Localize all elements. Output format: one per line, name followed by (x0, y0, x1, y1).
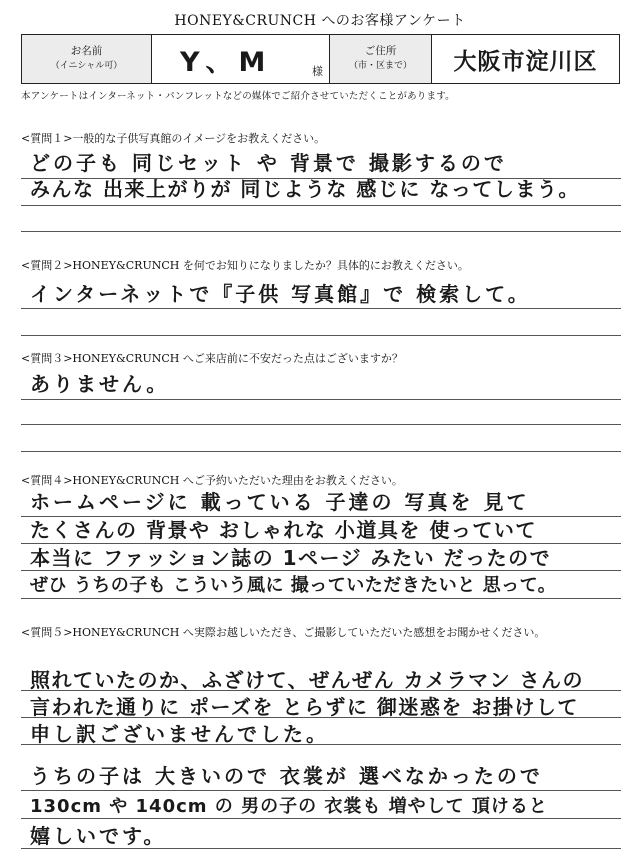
answer-rule (21, 543, 621, 544)
answer-line: たくさんの 背景や おしゃれな 小道具を 使っていて (30, 518, 537, 542)
answer-rule (21, 717, 621, 718)
answer-rule (21, 451, 621, 452)
answer-rule (21, 570, 621, 571)
answer-rule (21, 848, 621, 849)
answer-line: どの子も 同じセット や 背景で 撮影するので (30, 151, 507, 175)
question-3-label: <質問３>HONEY&CRUNCH へご来店前に不安だった点はございますか？ (21, 352, 403, 365)
name-value-cell (152, 35, 330, 84)
answer-line: 申し訳ございませんでした。 (30, 722, 329, 746)
answer-line: ぜひ うちの子も こういう風に 撮っていただきたいと 思って。 (30, 575, 557, 596)
address-label-cell (330, 35, 432, 84)
answer-line: 130cm や 140cm の 男の子の 衣裳も 増やして 頂けると (30, 796, 548, 817)
answer-rule (21, 690, 621, 691)
publication-notice: 本アンケートはインターネット・パンフレットなどの媒体でご紹介させていただくことがあります。 (21, 91, 455, 102)
name-sublabel: （イニシャル可） (50, 61, 123, 71)
answer-rule (21, 335, 621, 336)
question-2-label: <質問２>HONEY&CRUNCH を何でお知りになりましたか？具体的にお教えください。 (21, 259, 469, 272)
answer-rule (21, 744, 621, 745)
answer-rule (21, 516, 621, 517)
answer-line: 照れていたのか、ふざけて、ぜんぜん カメラマン さんの (30, 668, 585, 692)
answer-rule (21, 818, 621, 819)
answer-line: みんな 出来上がりが 同じような 感じに なってしまう。 (30, 177, 580, 201)
name-label-cell (22, 35, 152, 84)
question-1-label: <質問１>一般的な子供写真館のイメージをお教えください。 (21, 132, 326, 145)
answer-line: ホームページに 載っている 子達の 写真を 見て (30, 490, 530, 514)
answer-rule (21, 790, 621, 791)
answer-rule (21, 205, 621, 206)
question-5-label: <質問５>HONEY&CRUNCH へ実際お越しいただき、ご撮影していただいた感想をお聞かせください。 (21, 626, 546, 639)
honorific-label: 様 (312, 64, 323, 78)
answer-line: 嬉しいです。 (30, 824, 167, 848)
answer-line: うちの子は 大きいので 衣裳が 選べなかったので (30, 764, 543, 788)
answer-rule (21, 231, 621, 232)
answer-rule (21, 308, 621, 309)
answer-rule (21, 178, 621, 179)
respondent-info-table (21, 34, 620, 84)
survey-title: HONEY&CRUNCH へのお客様アンケート (174, 13, 466, 29)
name-value: Y、M (180, 46, 272, 78)
address-label: ご住所 (364, 45, 397, 57)
answer-rule (21, 424, 621, 425)
address-sublabel: （市・区まで） (348, 61, 412, 71)
answer-line: ありません。 (30, 372, 170, 396)
answer-line: 言われた通りに ポーズを とらずに 御迷惑を お掛けして (30, 695, 579, 719)
answer-line: インターネットで『子供 写真館』で 検索して。 (30, 282, 531, 306)
answer-line: 本当に ファッション誌の 1ページ みたい だったので (30, 546, 552, 570)
name-label: お名前 (70, 45, 103, 57)
answer-rule (21, 399, 621, 400)
answer-rule (21, 598, 621, 599)
address-value: 大阪市淀川区 (432, 35, 620, 84)
question-4-label: <質問４>HONEY&CRUNCH へご予約いただいた理由をお教えください。 (21, 474, 403, 487)
